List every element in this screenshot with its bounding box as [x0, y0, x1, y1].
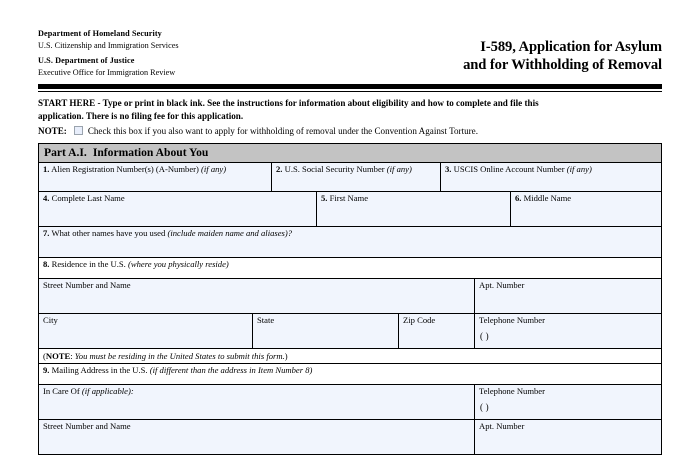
residency-note-close-paren: )	[284, 350, 288, 361]
form-sheet	[38, 0, 662, 455]
field-ssn[interactable]	[272, 163, 441, 191]
table-row-residence-heading	[39, 258, 661, 279]
field-residence-zip[interactable]	[399, 314, 475, 348]
field-residence-city[interactable]	[39, 314, 253, 348]
agency-dhs-name: Department of Homeland Security	[38, 29, 162, 38]
in-care-of-label: In Care Of	[43, 385, 80, 396]
field-residence-telephone[interactable]	[475, 314, 661, 348]
form-field-grid	[38, 162, 662, 455]
agency-uscis-name: U.S. Citizenship and Immigration Services	[38, 40, 179, 50]
field-residence-state[interactable]	[253, 314, 399, 348]
item6-number: 6.	[515, 192, 522, 203]
item9-italic: (if different than the address in Item Number 8)	[149, 364, 313, 375]
residency-note-label: NOTE	[45, 350, 71, 361]
item6-label: Middle Name	[523, 192, 572, 203]
agency-doj-name: U.S. Department of Justice	[38, 56, 135, 65]
residency-requirement-note	[39, 349, 661, 364]
table-row-identifiers	[39, 163, 661, 192]
part-number: Part A.I.	[44, 146, 87, 160]
item3-label: USCIS Online Account Number	[453, 163, 565, 174]
item8-label: Residence in the U.S.	[51, 258, 126, 269]
residency-note-colon: :	[70, 350, 73, 361]
residence-street-label: Street Number and Name	[43, 279, 131, 290]
convention-note-row	[38, 125, 662, 137]
item4-number: 4.	[43, 192, 50, 203]
item3-italic: (if any)	[566, 163, 592, 174]
form-title	[362, 38, 662, 74]
item5-number: 5.	[321, 192, 328, 203]
masthead	[38, 0, 662, 78]
part-title: Information About You	[92, 146, 209, 160]
mailing-apt-label: Apt. Number	[479, 420, 525, 431]
field-middle-name[interactable]	[511, 192, 661, 226]
field-mailing-street[interactable]	[39, 420, 475, 454]
item9-number: 9.	[43, 364, 50, 375]
field-in-care-of[interactable]	[39, 385, 475, 419]
field-uscis-online-account-number[interactable]	[441, 163, 661, 191]
form-title-line-2: and for Withholding of Removal	[463, 57, 662, 73]
item7-number: 7.	[43, 227, 50, 238]
mailing-telephone-parens: ( )	[480, 401, 489, 412]
table-row-residence-city	[39, 314, 661, 349]
item1-number: 1.	[43, 163, 50, 174]
table-row-in-care-of	[39, 385, 661, 420]
residence-telephone-parens: ( )	[480, 330, 489, 341]
item3-number: 3.	[445, 163, 452, 174]
item5-label: First Name	[329, 192, 369, 203]
field-alien-registration-number[interactable]	[39, 163, 272, 191]
in-care-of-italic: (if applicable):	[81, 385, 134, 396]
field-mailing-apt[interactable]	[475, 420, 661, 454]
table-row-name	[39, 192, 661, 227]
residence-city-label: City	[43, 314, 58, 325]
start-here-line-2: application. There is no filing fee for this application.	[38, 110, 244, 121]
heading-residence-in-us	[39, 258, 661, 278]
item7-label: What other names have you used	[51, 227, 166, 238]
form-title-line-1: I-589, Application for Asylum	[480, 39, 662, 55]
residence-apt-label: Apt. Number	[479, 279, 525, 290]
item1-italic: (if any)	[201, 163, 227, 174]
residence-zip-label: Zip Code	[403, 314, 436, 325]
field-complete-last-name[interactable]	[39, 192, 317, 226]
item1-label: Alien Registration Number(s) (A-Number)	[51, 163, 199, 174]
item2-italic: (if any)	[386, 163, 412, 174]
start-here-block	[38, 92, 662, 136]
note-label: NOTE:	[38, 125, 67, 136]
residency-note-text: You must be residing in the United States to submit this form.	[74, 350, 285, 361]
residence-telephone-label: Telephone Number	[479, 314, 545, 325]
convention-note-text: Check this box if you also want to apply for withholding of removal under the Convention Against Torture.	[87, 125, 478, 136]
table-row-mailing-heading	[39, 364, 661, 385]
part-header-bar	[38, 143, 662, 162]
heading-mailing-address	[39, 364, 661, 384]
agency-eoir-name: Executive Office for Immigration Review	[38, 67, 176, 77]
residency-note-open-paren: (	[43, 350, 46, 361]
item8-number: 8.	[43, 258, 50, 269]
field-other-names-used[interactable]	[39, 227, 661, 257]
field-first-name[interactable]	[317, 192, 511, 226]
field-residence-street[interactable]	[39, 279, 475, 313]
item2-label: U.S. Social Security Number	[284, 163, 385, 174]
header-rule-thick	[38, 84, 662, 89]
mailing-telephone-label: Telephone Number	[479, 385, 545, 396]
convention-against-torture-checkbox[interactable]	[74, 126, 83, 135]
item4-label: Complete Last Name	[51, 192, 125, 203]
field-residence-apt[interactable]	[475, 279, 661, 313]
table-row-mailing-street	[39, 420, 661, 454]
field-mailing-telephone[interactable]	[475, 385, 661, 419]
start-here-line-1: START HERE - Type or print in black ink. See the instructions for information about eligibility and how to complete and file this	[38, 98, 539, 109]
item2-number: 2.	[276, 163, 283, 174]
item7-italic: (include maiden name and aliases)?	[167, 227, 293, 238]
item9-label: Mailing Address in the U.S.	[51, 364, 148, 375]
mailing-street-label: Street Number and Name	[43, 420, 131, 431]
residence-state-label: State	[257, 314, 275, 325]
item8-italic: (where you physically reside)	[128, 258, 229, 269]
table-row-other-names	[39, 227, 661, 258]
table-row-residence-street	[39, 279, 661, 314]
